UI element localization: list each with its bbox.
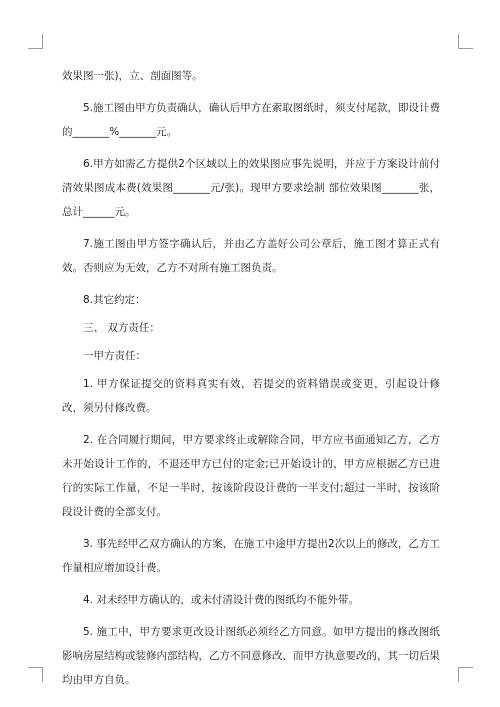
paragraph-continuation: 效果图一张)，立、剖面图等。 bbox=[62, 70, 203, 82]
paragraph-clause-7: 7.施工图由甲方签字确认后，并由乙方盖好公司公章后，施工图才算正式有效。否则应为无效，乙方不对所有施工图负责。 bbox=[62, 238, 440, 274]
crop-mark-bottom-left bbox=[28, 667, 43, 682]
paragraph-party-a-2: 2. 在合同履行期间，甲方要求终止或解除合同，甲方应书面通知乙方，乙方未开始设计工作的，不退还甲方已付的定金;已开始设计的，甲方应根据乙方已进行的实际工作量，不足一半时，按该阶段设计费的一半支付;超过一半时，按该阶段设计费的全部支付。 bbox=[62, 434, 440, 518]
section-heading-responsibilities: 三、 双方责任： bbox=[83, 322, 160, 334]
paragraph-clause-8: 8.其它约定： bbox=[83, 294, 146, 306]
crop-mark-bottom-right bbox=[458, 667, 473, 682]
crop-mark-top-left bbox=[28, 34, 43, 49]
paragraph-clause-6: 6.甲方如需乙方提供2个区域以上的效果图应事先说明，并应于方案设计前付清效果图成本费(效果图_______元/张)。现甲方要求绘制 部位效果图_______张，总计______元。 bbox=[62, 158, 440, 218]
paragraph-clause-5: 5.施工图由甲方负责确认，确认后甲方在索取图纸时，须支付尾款，即设计费的_______%_______元。 bbox=[62, 102, 440, 138]
paragraph-party-a-3: 3. 事先经甲乙双方确认的方案，在施工中途甲方提出2次以上的修改，乙方工作量相应增加设计费。 bbox=[62, 538, 440, 574]
paragraph-party-a-4: 4. 对未经甲方确认的，或未付清设计费的图纸均不能外带。 bbox=[83, 594, 359, 606]
document-body bbox=[62, 64, 440, 700]
paragraph-party-a-5: 5. 施工中，甲方要求更改设计图纸必须经乙方同意。如甲方提出的修改图纸影响房屋结构或装修内部结构，乙方不同意修改，而甲方执意要改的，其一切后果均由甲方自负。 bbox=[62, 626, 440, 686]
subheading-party-a: 一甲方责任： bbox=[83, 350, 146, 362]
paragraph-party-a-1: 1. 甲方保证提交的资料真实有效，若提交的资料错误或变更，引起设计修改，须另付修改费。 bbox=[62, 378, 440, 414]
crop-mark-top-right bbox=[458, 34, 473, 49]
